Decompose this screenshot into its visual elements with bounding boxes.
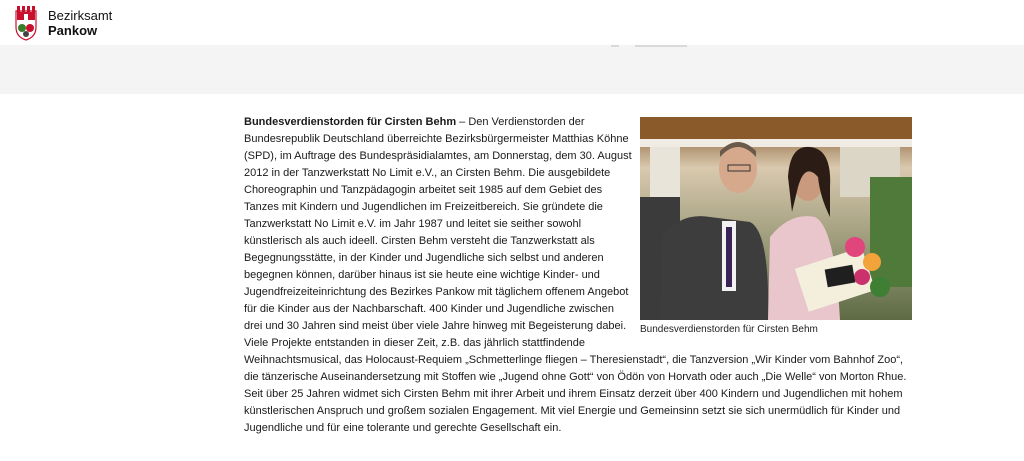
article-content (244, 114, 914, 437)
site-brand[interactable] (48, 8, 112, 38)
article-figure (640, 117, 914, 337)
nav-divider (611, 45, 619, 47)
navigation-band (0, 45, 1024, 94)
article-body: – Den Verdienstorden der Bundesrepublik Deutschland überreichte Bezirksbürgermeister Matthias Köhne (SPD), im Auftrage des Bundespräsidialamtes, am Donnerstag, dem 30. August 2012 in der Tanzwerkstatt No Limit e.V., an Cirsten Behm. Die ausgebildete Choreographin und Tanzpädagogin arbeitet seit 1985 auf dem Gebiet des Tanzes mit Kindern und Jugendlichen im Freizeitbereich. Sie gründete die Tanzwerkstatt No Limit e.V. im Jahr 1987 und leitet sie seither sowohl künstlerisch als auch ideell. Cirsten Behm versteht die Tanzwerkstatt als Begegnungsstätte, in der Kinder und Jugendliche sich selbst und anderen begegnen können, darüber hinaus ist sie heute eine wichtige Kinder- und Jugendfreizeiteinrichtung des Bezirkes Pankow mit täglichem offenem Angebot für die Kinder aus der Nachbarschaft. 400 Kinder und Jugendliche zwischen drei und 30 Jahren sind meist über viele Jahre hinweg mit Begeisterung dabei. Viele Projekte entstanden in dieser Zeit, z.B. das jährlich stattfindende Weihnachtsmusical, das Holocaust-Requiem „Schmetterlinge fliegen – Theresienstadt“, die Tanzversion „Wir Kinder vom Bahnhof Zoo“, die tänzerische Auseinandersetzung mit Stoffen wie „Jugend ohne Gott“ von Ödön von Horvath oder auch „Die Welle“ von Morton Rhue. Seit über 25 Jahren widmet sich Cirsten Behm mit ihrer Arbeit und ihrem Einsatz derzeit über 400 Kindern und Jugendlichen mit hohem künstlerischen Anspruch und großem sozialen Engagement. Mit viel Energie und Gemeinsinn setzt sie sich unermüdlich für Kinder und Jugendliche und für eine tolerante und gerechte Gesellschaft ein. (244, 116, 907, 434)
article-lead: Bundesverdienstorden für Cirsten Behm (244, 116, 457, 128)
pankow-coat-of-arms-icon[interactable] (14, 5, 38, 41)
award-ceremony-photo[interactable] (640, 117, 912, 320)
brand-line-1: Bezirksamt (48, 8, 113, 23)
nav-divider (635, 45, 687, 47)
brand-line-2: Pankow (48, 23, 98, 38)
image-caption: Bundesverdienstorden für Cirsten Behm (640, 324, 818, 335)
site-header (0, 0, 1024, 45)
